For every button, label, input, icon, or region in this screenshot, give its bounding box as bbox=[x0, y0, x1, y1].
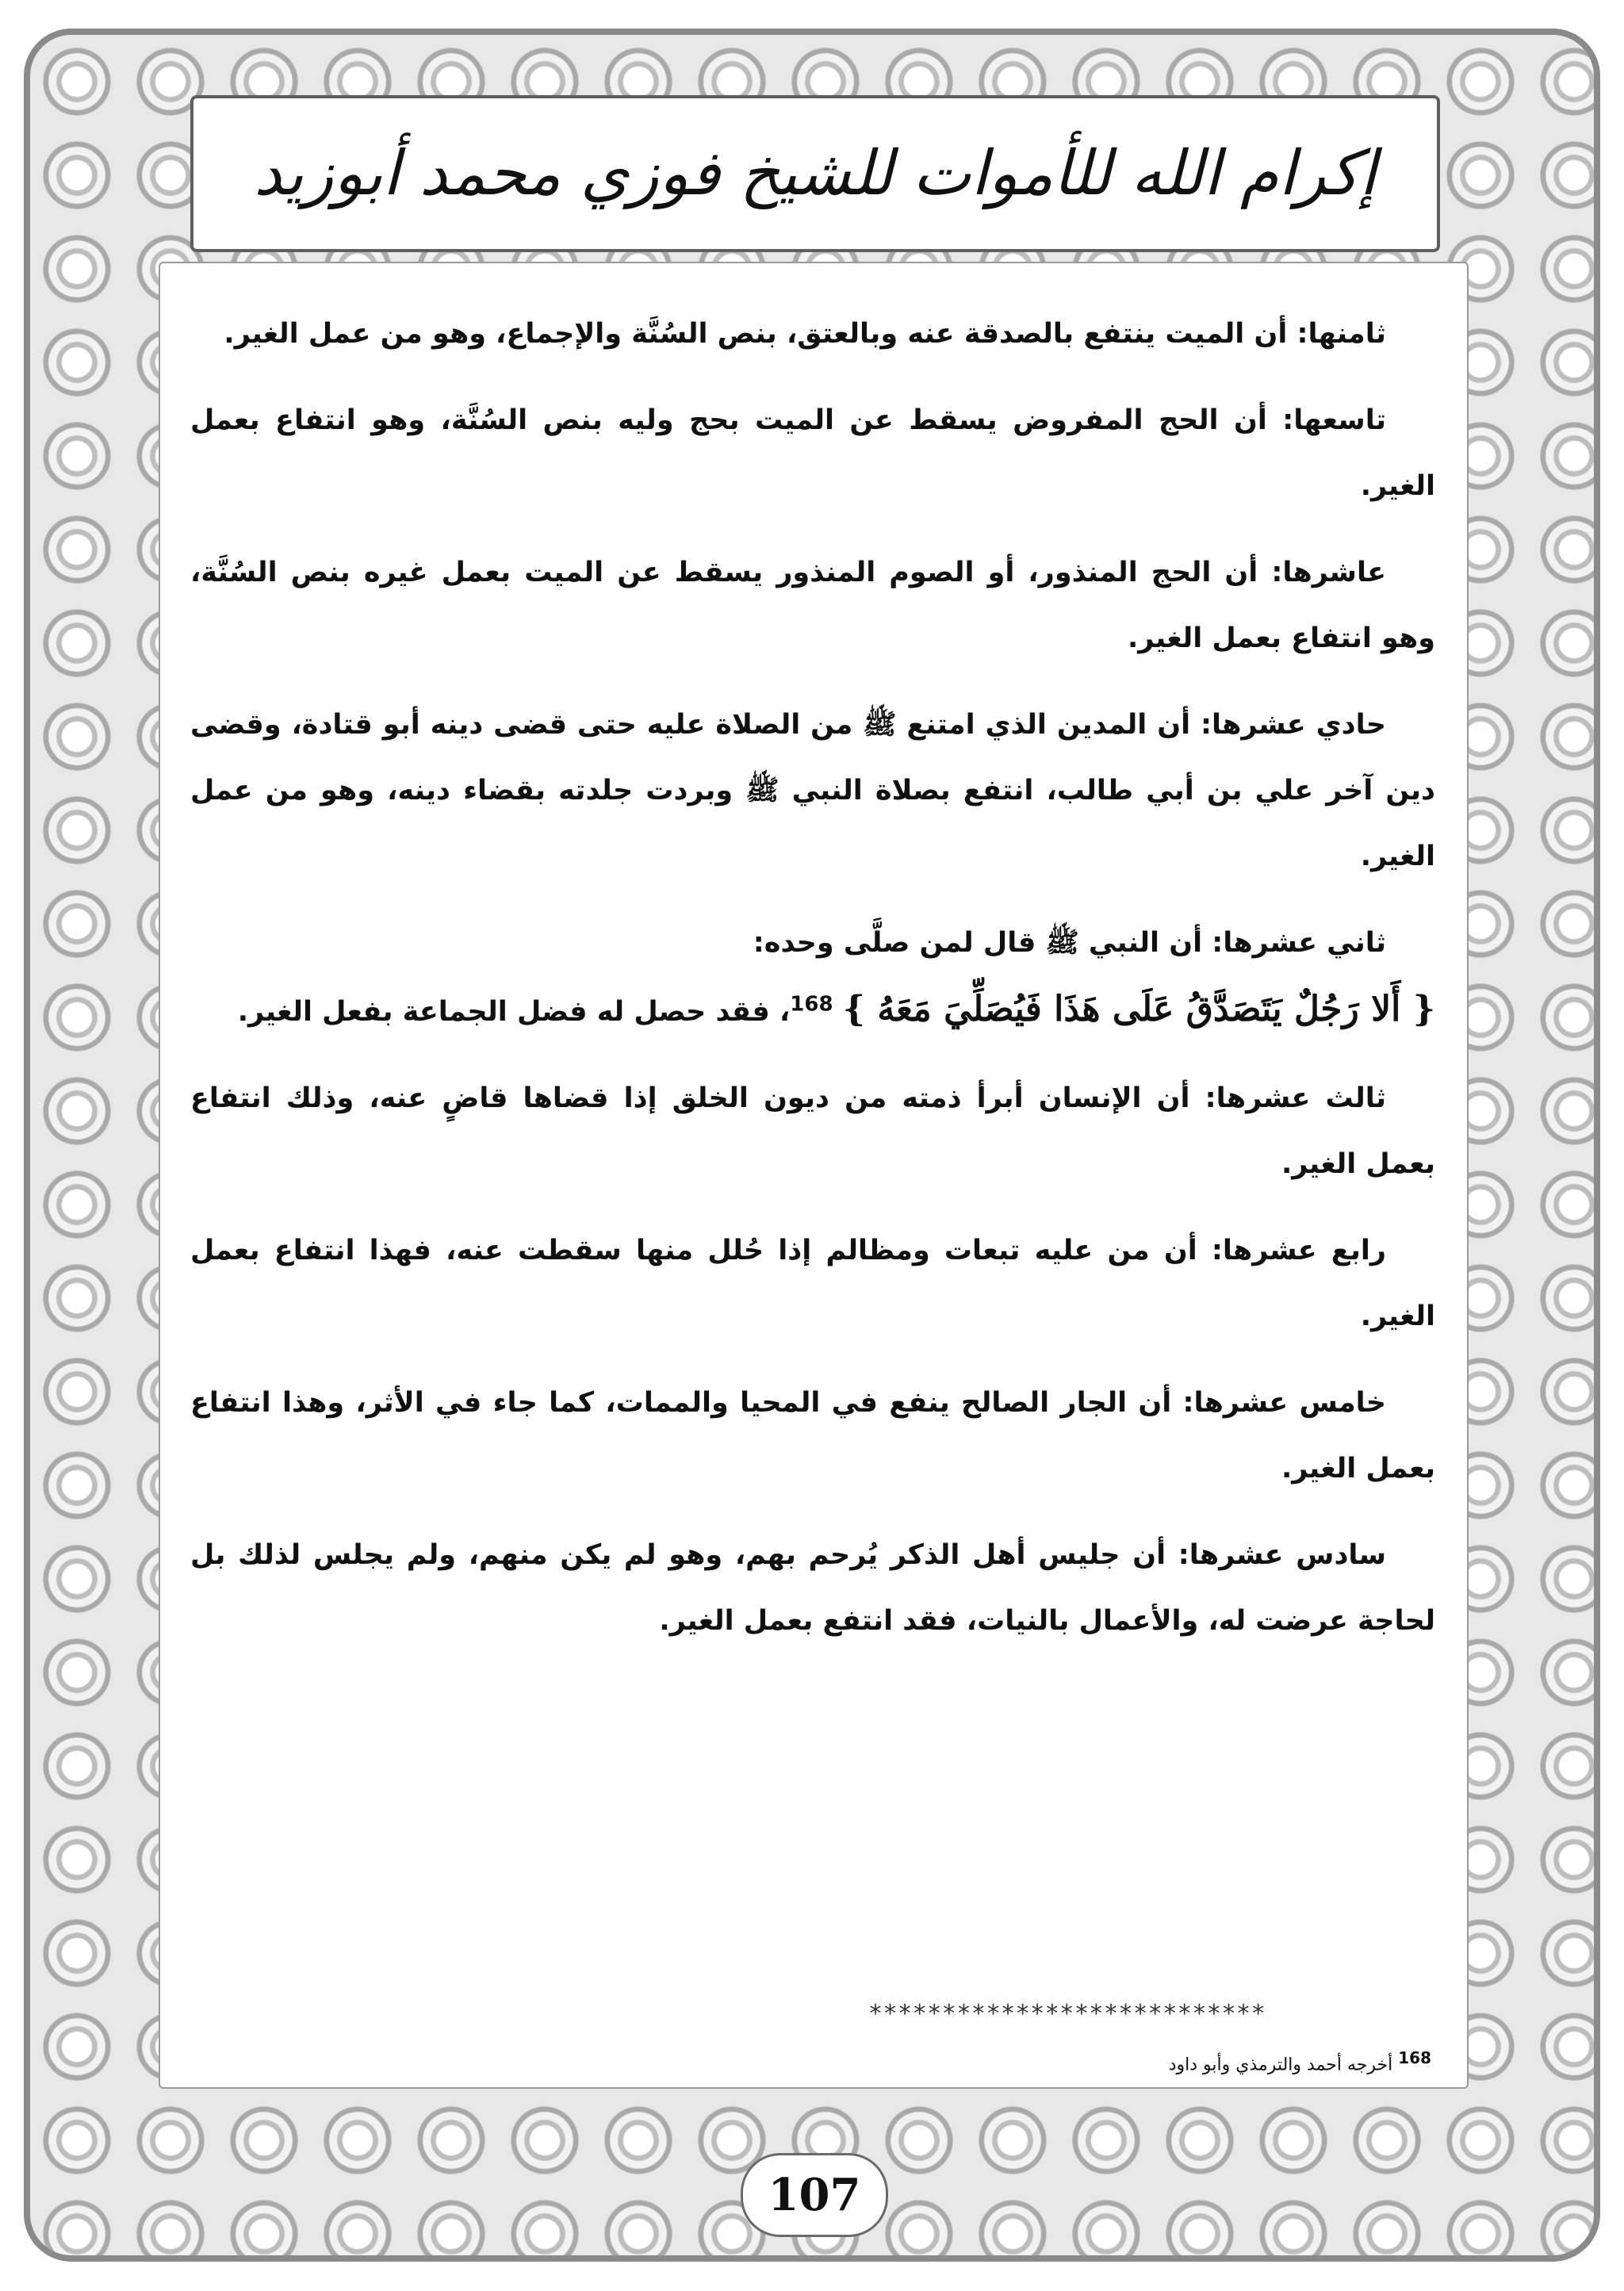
footnote-number: 168 bbox=[1398, 2048, 1431, 2067]
page-number: 107 bbox=[741, 2153, 888, 2237]
main-text bbox=[190, 301, 1435, 1654]
paragraph-10: عاشرها: أن الحج المنذور، أو الصوم المنذور يسقط عن الميت بعمل غيره بنص السُنَّة، وهو انتفاع بعمل الغير. bbox=[190, 557, 1435, 654]
paragraph-12-quote bbox=[190, 976, 1435, 1045]
footnote-text: أخرجه أحمد والترمذي وأبو داود bbox=[1168, 2055, 1393, 2075]
paragraph-15: خامس عشرها: أن الجار الصالح ينفع في المحيا والممات، كما جاء في الأثر، وهذا انتفاع بعمل الغير. bbox=[190, 1387, 1435, 1485]
quote-continuation: ، فقد حصل له فضل الجماعة بفعل الغير. bbox=[237, 996, 791, 1028]
paragraph-9: تاسعها: أن الحج المفروض يسقط عن الميت بحج وليه بنص السُنَّة، وهو انتفاع بعمل الغير. bbox=[190, 404, 1435, 502]
book-title: إكرام الله للأموات للشيخ فوزي محمد أبوزيد bbox=[254, 138, 1377, 209]
paragraph-8: ثامنها: أن الميت ينتفع بالصدقة عنه وبالعتق، بنص السُنَّة والإجماع، وهو من عمل الغير. bbox=[224, 318, 1386, 350]
paragraph-13: ثالث عشرها: أن الإنسان أبرأ ذمته من ديون الخلق إذا قضاها قاضٍ عنه، وذلك انتفاع بعمل الغير. bbox=[190, 1082, 1435, 1180]
paragraph-12-intro: ثاني عشرها: أن النبي ﷺ قال لمن صلَّى وحده: bbox=[753, 927, 1386, 959]
footnote-ref[interactable]: 168 bbox=[790, 992, 833, 1017]
paragraph-14: رابع عشرها: أن من عليه تبعات ومظالم إذا حُلل منها سقطت عنه، فهذا انتفاع بعمل الغير. bbox=[190, 1235, 1435, 1332]
paragraph-16: سادس عشرها: أن جليس أهل الذكر يُرحم بهم، وهو لم يكن منهم، ولم يجلس لذلك بل لحاجة عرضت له، والأعمال بالنيات، فقد انتفع بعمل الغير. bbox=[190, 1539, 1435, 1637]
footnote-separator: *************************** bbox=[868, 2000, 1266, 2028]
footnote bbox=[872, 2046, 1431, 2077]
paragraph-11: حادي عشرها: أن المدين الذي امتنع ﷺ من الصلاة عليه حتى قضى دينه أبو قتادة، وقضى دين آخر علي بن أبي طالب، انتفع بصلاة النبي ﷺ وبردت جلدته بقضاء دينه، وهو من عمل الغير. bbox=[190, 709, 1435, 872]
page-header bbox=[190, 95, 1440, 252]
hadith-quote: { أَلا رَجُلٌ يَتَصَدَّقُ عَلَى هَذَا فَيُصَلِّيَ مَعَهُ } bbox=[842, 989, 1435, 1029]
